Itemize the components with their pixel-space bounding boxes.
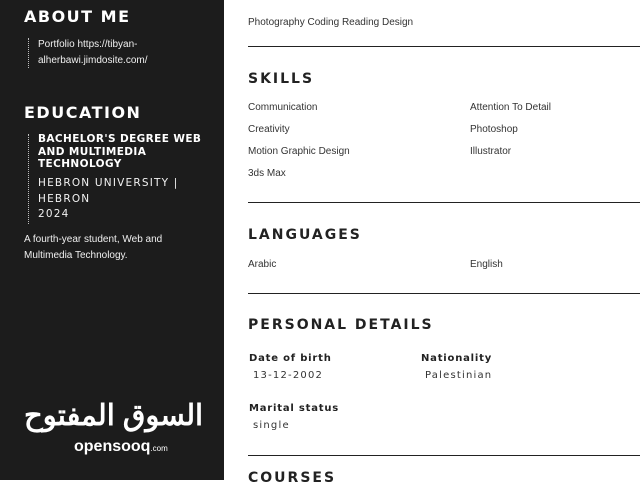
opensooq-watermark-arabic: السوق المفتوح: [24, 400, 204, 432]
university-line-1: HEBRON UNIVERSITY |: [38, 177, 179, 189]
languages-title: LANGUAGES: [248, 227, 362, 243]
degree-line-3: TECHNOLOGY: [38, 158, 122, 170]
education-heading: EDUCATION: [24, 103, 142, 122]
opensooq-wordmark: opensooq: [74, 438, 151, 455]
degree-line-1: BACHELOR'S DEGREE WEB: [38, 133, 202, 145]
dob-label: Date of birth: [249, 353, 332, 364]
skill-item: Creativity: [248, 124, 290, 135]
section-divider: [248, 455, 640, 456]
courses-title: COURSES: [248, 470, 337, 486]
portfolio-link[interactable]: [38, 37, 148, 69]
about-me-heading: ABOUT ME: [24, 7, 131, 26]
marital-status-value: single: [253, 420, 290, 431]
portfolio-line-1: Portfolio https://tibyan-: [38, 39, 138, 50]
description-line-2: Multimedia Technology.: [24, 250, 128, 261]
hobbies-text: Photography Coding Reading Design: [248, 17, 414, 28]
skill-item: Illustrator: [470, 146, 512, 157]
university: [38, 176, 208, 223]
section-divider: [248, 202, 640, 203]
skill-item: Attention To Detail: [470, 102, 551, 113]
education-divider: [28, 134, 29, 224]
about-divider: [28, 38, 29, 68]
nationality-label: Nationality: [421, 353, 493, 364]
personal-details-title: PERSONAL DETAILS: [248, 317, 434, 333]
education-description: [24, 232, 162, 264]
skill-item: Communication: [248, 102, 318, 113]
sidebar: [0, 0, 224, 480]
skills-title: SKILLS: [248, 71, 315, 87]
language-item: Arabic: [248, 259, 277, 270]
main-content: [224, 0, 640, 486]
degree-line-2: AND MULTIMEDIA: [38, 145, 147, 158]
portfolio-line-2: alherbawi.jimdosite.com/: [38, 55, 148, 66]
nationality-value: Palestinian: [425, 370, 493, 381]
opensooq-watermark-logo: [74, 438, 168, 456]
section-divider: [248, 46, 640, 47]
dob-value: 13-12-2002: [253, 370, 324, 381]
description-line-1: A fourth-year student, Web and: [24, 234, 163, 245]
skill-item: Photoshop: [470, 124, 518, 135]
section-divider: [248, 293, 640, 294]
skill-item: Motion Graphic Design: [248, 146, 350, 157]
university-line-2: HEBRON: [38, 192, 91, 205]
degree-title: [38, 133, 208, 171]
skill-item: 3ds Max: [248, 168, 286, 179]
marital-status-label: Marital status: [249, 403, 340, 414]
language-item: English: [470, 259, 503, 270]
graduation-year: 2024: [38, 208, 70, 220]
opensooq-domain-suffix: .com: [150, 444, 168, 453]
